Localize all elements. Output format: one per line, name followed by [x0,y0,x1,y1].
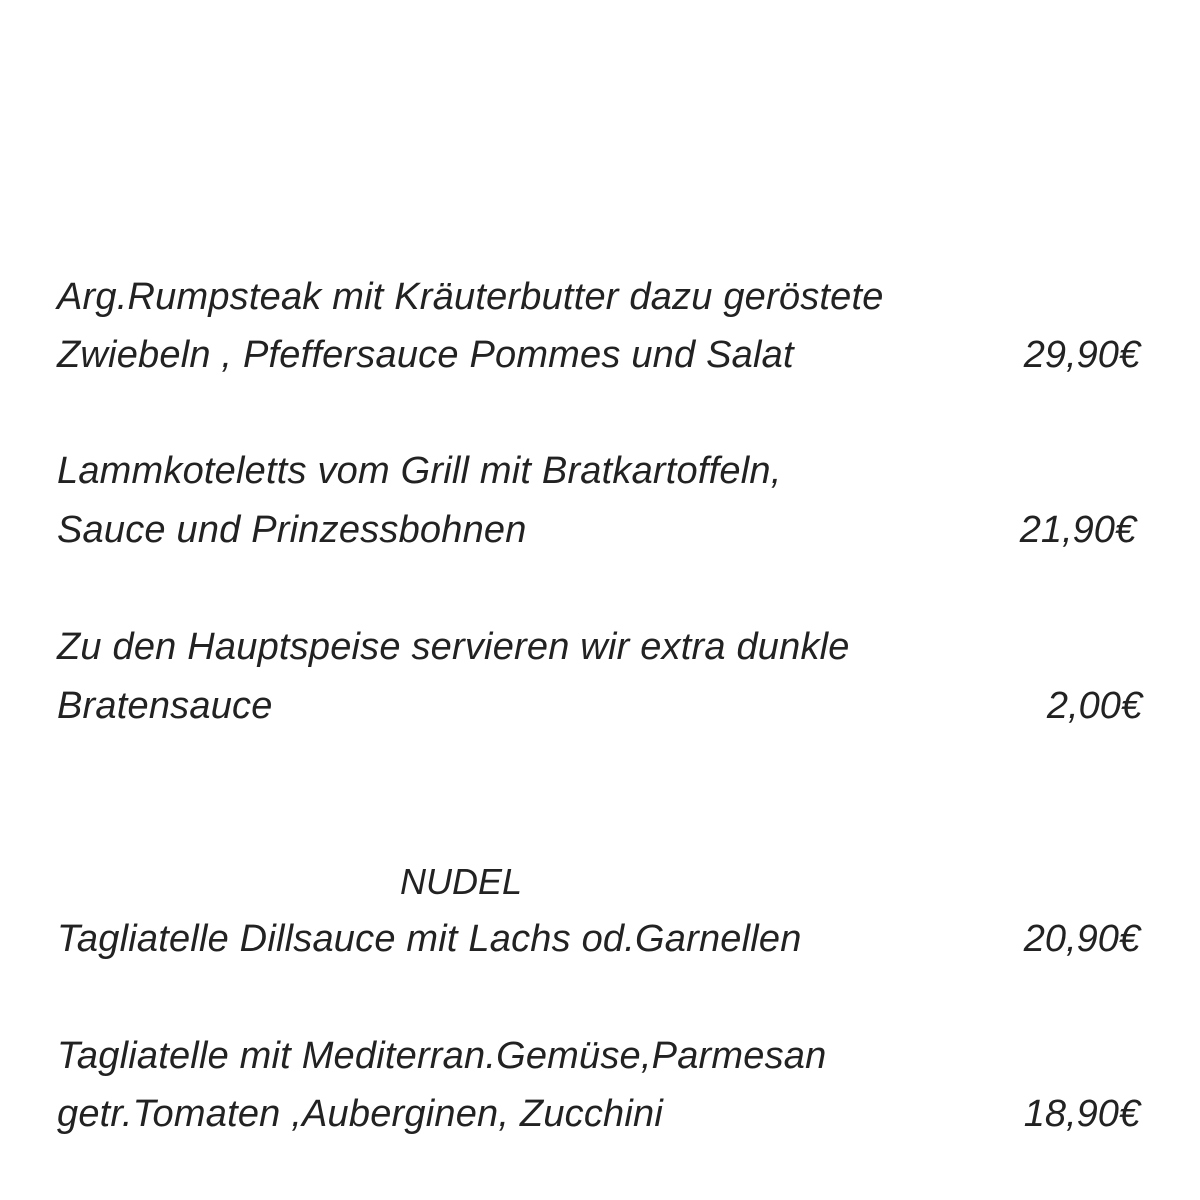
pasta-item-gemuese-price: 18,90€ [1023,1093,1140,1135]
pasta-item-lachs-line1: Tagliatelle Dillsauce mit Lachs od.Garnellen [57,918,802,960]
menu-item-lammkoteletts-price: 21,90€ [1019,509,1136,551]
pasta-item-gemuese-line2: getr.Tomaten ,Auberginen, Zucchini [57,1093,664,1135]
menu-item-bratensauce-line1: Zu den Hauptspeise servieren wir extra dunkle [57,626,850,668]
menu-item-bratensauce-price: 2,00€ [1046,685,1142,727]
menu-item-rumpsteak-line1: Arg.Rumpsteak mit Kräuterbutter dazu geröstete [57,276,884,318]
menu-item-rumpsteak-line2: Zwiebeln , Pfeffersauce Pommes und Salat [57,334,794,376]
section-heading-nudel: NUDEL [400,861,523,902]
menu-item-rumpsteak-price: 29,90€ [1023,334,1140,376]
menu-item-bratensauce-line2: Bratensauce [57,685,273,727]
menu-item-lammkoteletts-line2: Sauce und Prinzessbohnen [57,509,527,551]
pasta-item-gemuese-line1: Tagliatelle mit Mediterran.Gemüse,Parmesan [57,1035,827,1077]
menu-item-lammkoteletts-line1: Lammkoteletts vom Grill mit Bratkartoffeln, [57,450,782,492]
pasta-item-lachs-price: 20,90€ [1023,918,1140,960]
